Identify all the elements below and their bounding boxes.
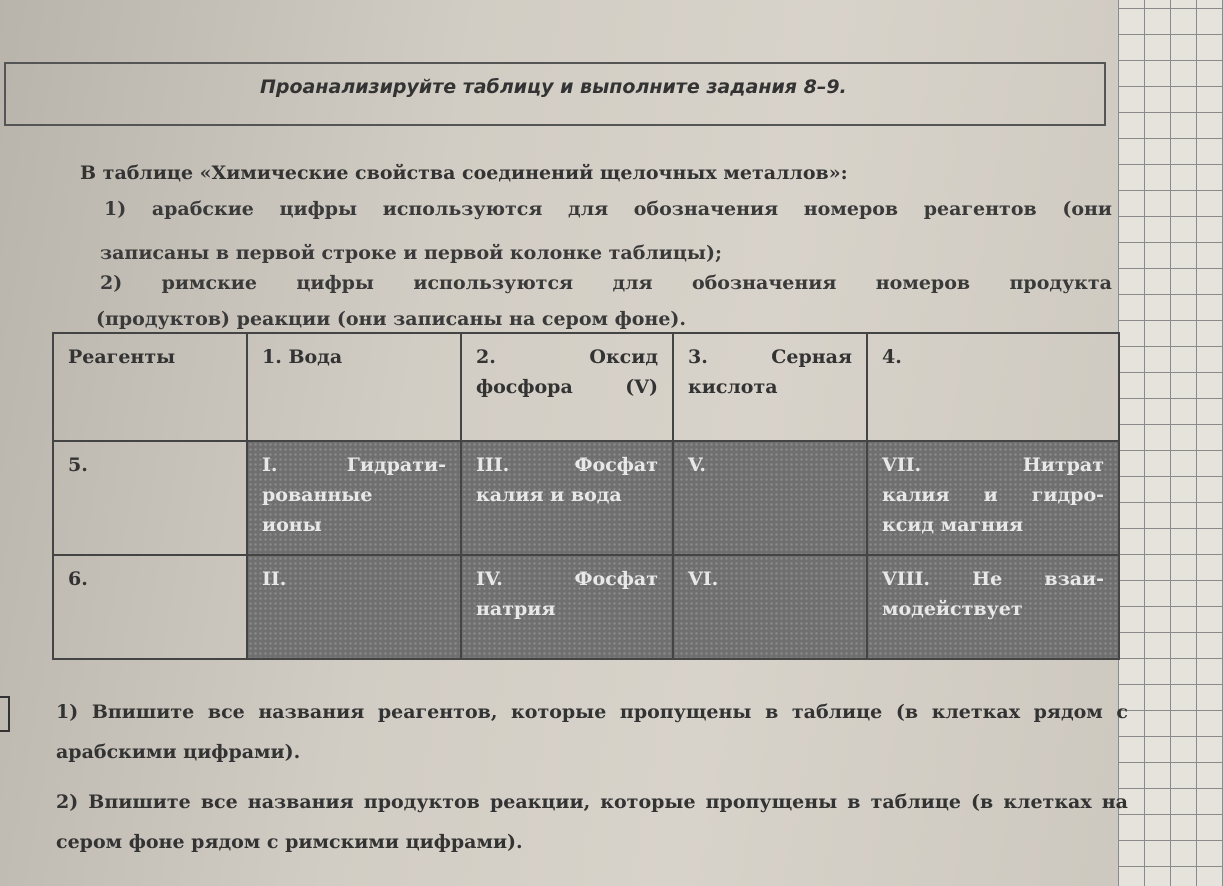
cell-text: ионы <box>262 514 322 536</box>
task-1: 1) Впишите все названия реагентов, которые пропущены в таблице (в клетках рядом с арабскими цифрами). <box>56 701 1128 763</box>
cell-text: калия и вода <box>476 484 622 506</box>
cell-text: VII. Нитрат <box>882 454 1104 476</box>
product-cell-II <box>247 555 461 659</box>
rule-1-line-1: 1) арабские цифры используются для обозначения номеров реагентов (они <box>104 198 1112 220</box>
properties-table <box>52 332 1120 660</box>
task-heading: Проанализируйте таблицу и выполните задания 8–9. <box>260 76 847 98</box>
cell-text: VI. <box>688 568 719 590</box>
reagent-cell-6: 6. <box>53 555 247 659</box>
cell-text: калия и гидро- <box>882 484 1104 506</box>
table-row <box>53 555 1119 659</box>
product-cell-III <box>461 441 673 555</box>
rule-2-line-2: (продуктов) реакции (они записаны на сером фоне). <box>96 308 687 330</box>
rule-2-line-1: 2) римские цифры используются для обозначения номеров продукта <box>100 272 1112 294</box>
product-cell-IV <box>461 555 673 659</box>
header-cell-reagents: Реагенты <box>53 333 247 441</box>
header-cell-phosphorus-oxide: 2. Оксид фосфора (V) <box>461 333 673 441</box>
cell-text: натрия <box>476 598 556 620</box>
margin-bracket <box>0 696 10 732</box>
intro-text: В таблице «Химические свойства соединений щелочных металлов»: <box>80 162 848 184</box>
product-cell-I <box>247 441 461 555</box>
cell-text: модействует <box>882 598 1023 620</box>
header-cell-4: 4. <box>867 333 1119 441</box>
table-header-row <box>53 333 1119 441</box>
cell-text: II. <box>262 568 287 590</box>
product-cell-VI <box>673 555 867 659</box>
cell-text: V. <box>688 454 707 476</box>
header-cell-sulfuric-acid: 3. Серная кислота <box>673 333 867 441</box>
reagent-cell-5: 5. <box>53 441 247 555</box>
header-cell-water: 1. Вода <box>247 333 461 441</box>
cell-text: IV. Фосфат <box>476 568 658 590</box>
cell-text: VIII. Не взаи- <box>882 568 1104 590</box>
table-row <box>53 441 1119 555</box>
product-cell-VII <box>867 441 1119 555</box>
cell-text: ксид магния <box>882 514 1024 536</box>
product-cell-V <box>673 441 867 555</box>
product-cell-VIII <box>867 555 1119 659</box>
cell-text: III. Фосфат <box>476 454 658 476</box>
rule-1-line-2: записаны в первой строке и первой колонке таблицы); <box>100 242 722 264</box>
cell-text: рованные <box>262 484 373 506</box>
grid-paper-margin <box>1118 0 1223 886</box>
task-2: 2) Впишите все названия продуктов реакции, которые пропущены в таблице (в клетках на сером фоне рядом с римскими цифрами). <box>56 791 1128 853</box>
cell-text: I. Гидрати- <box>262 454 446 476</box>
